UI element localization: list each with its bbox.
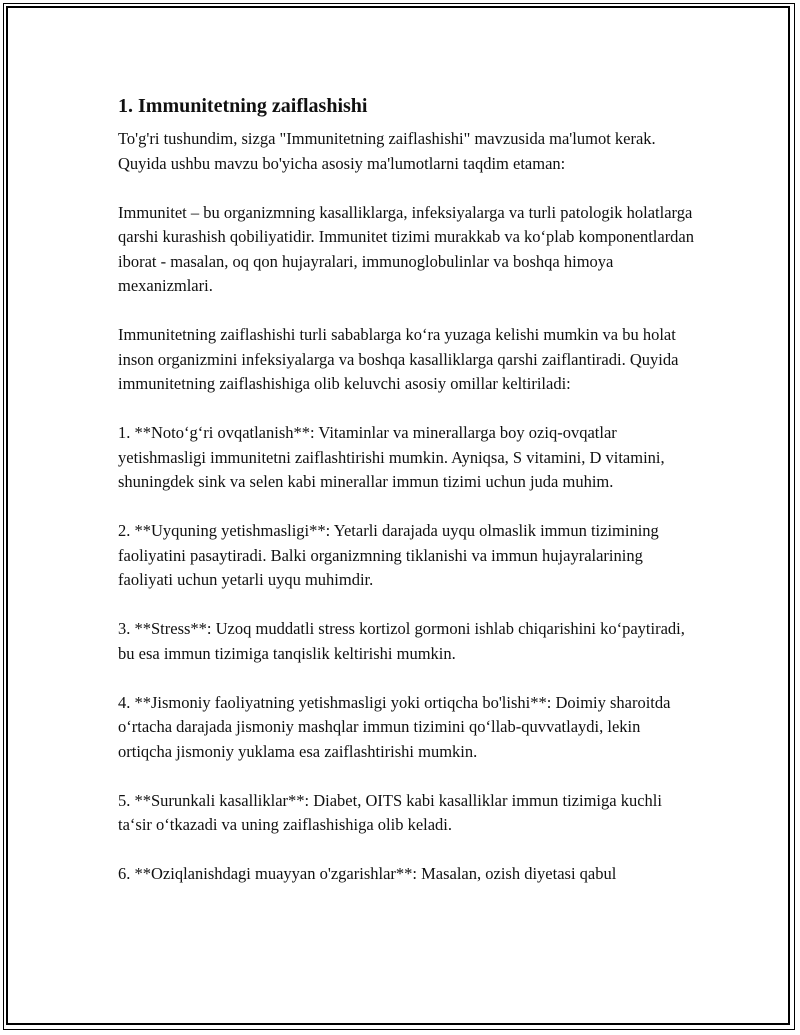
paragraph-intro: To'g'ri tushundim, sizga "Immunitetning zaiflashishi" mavzusida ma'lumot kerak. Quyida ushbu mavzu bo'yicha asosiy ma'lumotlarni taqdim etaman: xyxy=(118,129,656,173)
paragraph-causes-intro: Immunitetning zaiflashishi turli sabablarga ko‘ra yuzaga kelishi mumkin va bu holat inson organizmini infeksiyalarga va boshqa kasalliklarga qarshi zaiflantiradi. Quyida immunitetning zaiflashishiga olib keluvchi asosiy omillar keltiriladi: xyxy=(118,325,679,393)
list-item-sleep: 2. **Uyquning yetishmasligi**: Yetarli darajada uyqu olmaslik immun tizimining faoliyatini pasaytiradi. Balki organizmning tiklanishi va immun hujayralarining faoliyati uchun yetarli uyqu muhimdir. xyxy=(118,521,659,589)
paragraph-definition: Immunitet – bu organizmning kasalliklarga, infeksiyalarga va turli patologik holatlarga qarshi kurashish qobiliyatidir. Immunitet tizimi murakkab va ko‘plab komponentlardan iborat - masalan, oq qon hujayralari, immunoglobulinlar va boshqa himoya mexanizmlari. xyxy=(118,202,695,295)
list-item-nutrition-changes: 6. **Oziqlanishdagi muayyan o'zgarishlar**: Masalan, ozish diyetasi qabul xyxy=(118,864,617,883)
document-title: 1. Immunitetning zaiflashishi xyxy=(118,95,368,117)
list-item-chronic-diseases: 5. **Surunkali kasalliklar**: Diabet, OITS kabi kasalliklar immun tizimiga kuchli ta‘sir o‘tkazadi va uning zaiflashishiga olib keladi. xyxy=(118,790,662,834)
list-item-physical-activity: 4. **Jismoniy faoliyatning yetishmasligi yoki ortiqcha bo'lishi**: Doimiy sharoitda o‘rtacha darajada jismoniy mashqlar immun tizimini qo‘llab-quvvatlaydi, lekin ortiqcha jismoniy yuklama esa zaiflashtirishi mumkin. xyxy=(118,692,671,761)
list-item-stress: 3. **Stress**: Uzoq muddatli stress kortizol gormoni ishlab chiqarishini ko‘paytiradi, bu esa immun tizimiga tanqislik keltirishi mumkin. xyxy=(118,619,685,663)
document-body xyxy=(118,94,698,887)
list-item-nutrition: 1. **Noto‘g‘ri ovqatlanish**: Vitaminlar va minerallarga boy oziq-ovqatlar yetishmasligi immunitetni zaiflashtirishi mumkin. Ayniqsa, S vitamini, D vitamini, shuningdek sink va selen kabi minerallar immun tizimi uchun juda muhim. xyxy=(118,423,665,491)
